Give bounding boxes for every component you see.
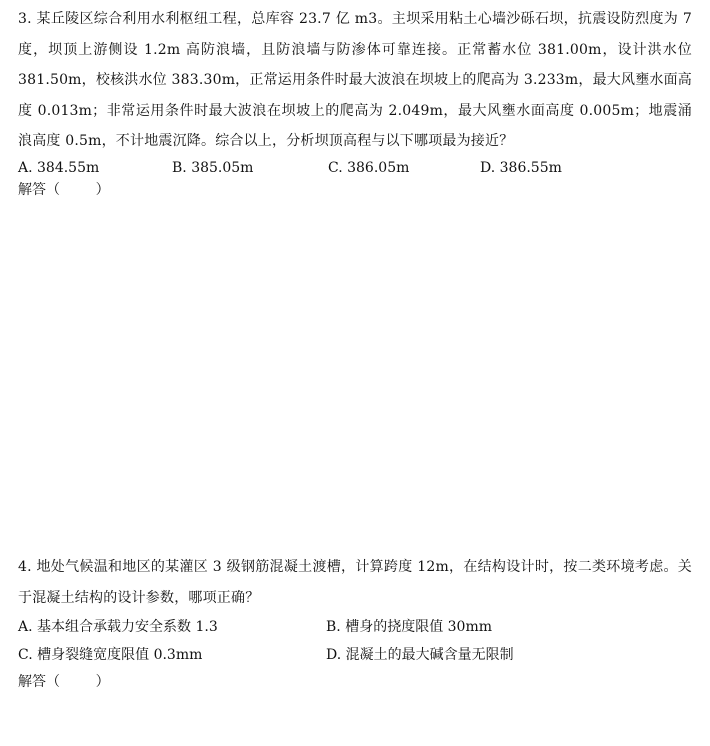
question-3-option-c: C. 386.05m — [328, 159, 410, 176]
question-3-stem: 3. 某丘陵区综合利用水利枢纽工程，总库容 23.7 亿 m3。主坝采用粘土心墙沙砾石坝，抗震设防烈度为 7 度，坝顶上游侧设 1.2m 高防浪墙，且防浪墙与防渗体可靠连接。正常蓄水位 381.00m，设计洪水位 381.50m，校核洪水位 383.30m，正常运用条件时最大波浪在坝坡上的爬高为 3.233m，最大风壅水面高度 0.013m；非常运用条件时最大波浪在坝坡上的爬高为 2.049m，最大风壅水面高度 0.005m；地震涌浪高度 0.5m，不计地震沉降。综合以上，分析坝顶高程与以下哪项最为接近？ — [18, 11, 692, 149]
question-4-option-b: B. 槽身的挠度限值 30mm — [326, 619, 493, 635]
question-4 — [18, 552, 692, 693]
question-3-options — [18, 157, 692, 179]
question-4-option-a: A. 基本组合承载力安全系数 1.3 — [18, 619, 218, 635]
question-3 — [18, 4, 692, 201]
question-3-option-d: D. 386.55m — [480, 159, 562, 176]
question-3-option-b: B. 385.05m — [172, 159, 254, 176]
question-4-options-row-2 — [18, 641, 692, 669]
question-3-answer-blank: 解答（ ） — [18, 181, 110, 198]
question-4-options-row-1 — [18, 613, 692, 641]
question-4-option-d: D. 混凝土的最大碱含量无限制 — [326, 647, 514, 663]
question-4-answer-blank: 解答（ ） — [18, 674, 110, 690]
question-3-option-a: A. 384.55m — [18, 159, 100, 176]
question-4-stem: 4. 地处气候温和地区的某灌区 3 级钢筋混凝土渡槽，计算跨度 12m，在结构设计时，按二类环境考虑。关于混凝土结构的设计参数，哪项正确？ — [18, 559, 692, 606]
question-4-option-c: C. 槽身裂缝宽度限值 0.3mm — [18, 647, 203, 663]
